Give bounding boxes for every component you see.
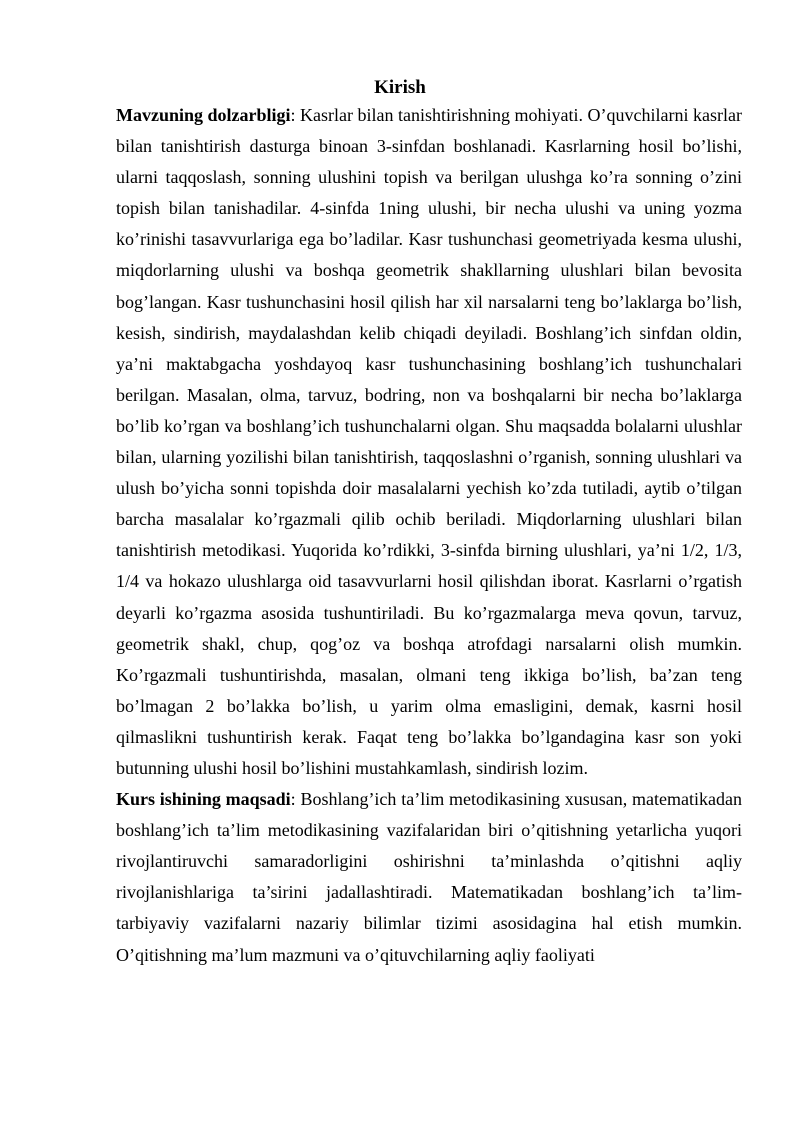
paragraph-text-relevance: Kasrlar bilan tanishtirishning mohiyati. O’quvchilarni kasrlar bilan tanishtirish dasturga binoan 3-sinfdan boshlanadi. Kasrlarning hosil bo’lishi, ularni taqqoslash, sonning ulushini topish va berilgan ulushga ko’ra sonning o’zini topish bilan tanishadilar. 4-sinfda 1ning ulushi, bir necha ulushi va uning yozma ko’rinishi tasavvurlariga ega bo’ladilar. Kasr tushunchasi geometriyada kesma ulushi, miqdorlarning ulushi va boshqa geometrik shakllarning ulushlari bilan bevosita bog’langan. Kasr tushunchasini hosil qilish har xil narsalarni teng bo’laklarga bo’lish, kesish, sindirish, maydalashdan kelib chiqadi deyiladi. Boshlang’ich sinfdan oldin, ya’ni maktabgacha yoshdayoq kasr tushunchasining boshlang’ich tushunchalari berilgan. Masalan, olma, tarvuz, bodring, non va boshqalarni bir necha bo’laklarga bo’lib ko’rgan va boshlang’ich tushunchalarni olgan. Shu maqsadda bolalarni ulushlar bilan, ularning yozilishi bilan tanishtirish, taqqoslashni o’rganish, sonning ulushlari va ulush bo’yicha sonni topishda doir masalalarni yechish ko’zda tutiladi, aytib o’tilgan barcha masalalar ko’rgazmali qilib ochib beriladi. Miqdorlarning ulushlari bilan tanishtirish metodikasi. Yuqorida ko’rdikki, 3-sinfda birning ulushlari, ya’ni 1/2, 1/3, 1/4 va hokazo ulushlarga oid tasavvurlarni hosil qilishdan iborat. Kasrlarni o’rgatish deyarli ko’rgazma asosida tushuntiriladi. Bu ko’rgazmalarga meva qovun, tarvuz, geometrik shakl, chup, qog’oz va boshqa atrofdagi narsalarni olish mumkin. Ko’rgazmali tushuntirishda, masalan, olmani teng ikkiga bo’lish, ba’zan teng bo’lmagan 2 bo’lakka bo’lish, u yarim olma emasligini, demak, kasrni hosil qilmaslikni tushuntirish kerak. Faqat teng bo’lakka bo’lgandagina kasr son yoki butunning ulushi hosil bo’lishini mustahkamlash, sindirish lozim.: [116, 105, 742, 778]
paragraph-heading-relevance: Mavzuning dolzarbligi: [116, 105, 291, 125]
paragraph-relevance: [116, 100, 742, 784]
page-title: Kirish: [374, 77, 426, 98]
paragraph-heading-goal: Kurs ishining maqsadi: [116, 789, 291, 810]
heading-colon: :: [290, 105, 296, 125]
paragraph-text-goal: Boshlang’ich ta’lim metodikasining xususan, matematikadan boshlang’ich ta’lim metodikasining vazifalaridan biri o’qitishning yetarlicha yuqori rivojlantiruvchi samaradorligini oshirishni ta’minlashda o’qitishni aqliy rivojlanishlariga ta’sirini jadallashtiradi. Matematikadan boshlang’ich ta’lim-tarbiyaviy vazifalarni nazariy bilimlar tizimi asosidagina hal etish mumkin. O’qitishning ma’lum mazmuni va o’qituvchilarning aqliy faoliyati: [116, 789, 742, 965]
document-body: [116, 100, 742, 971]
heading-colon: :: [290, 789, 296, 810]
paragraph-goal: [116, 784, 742, 971]
